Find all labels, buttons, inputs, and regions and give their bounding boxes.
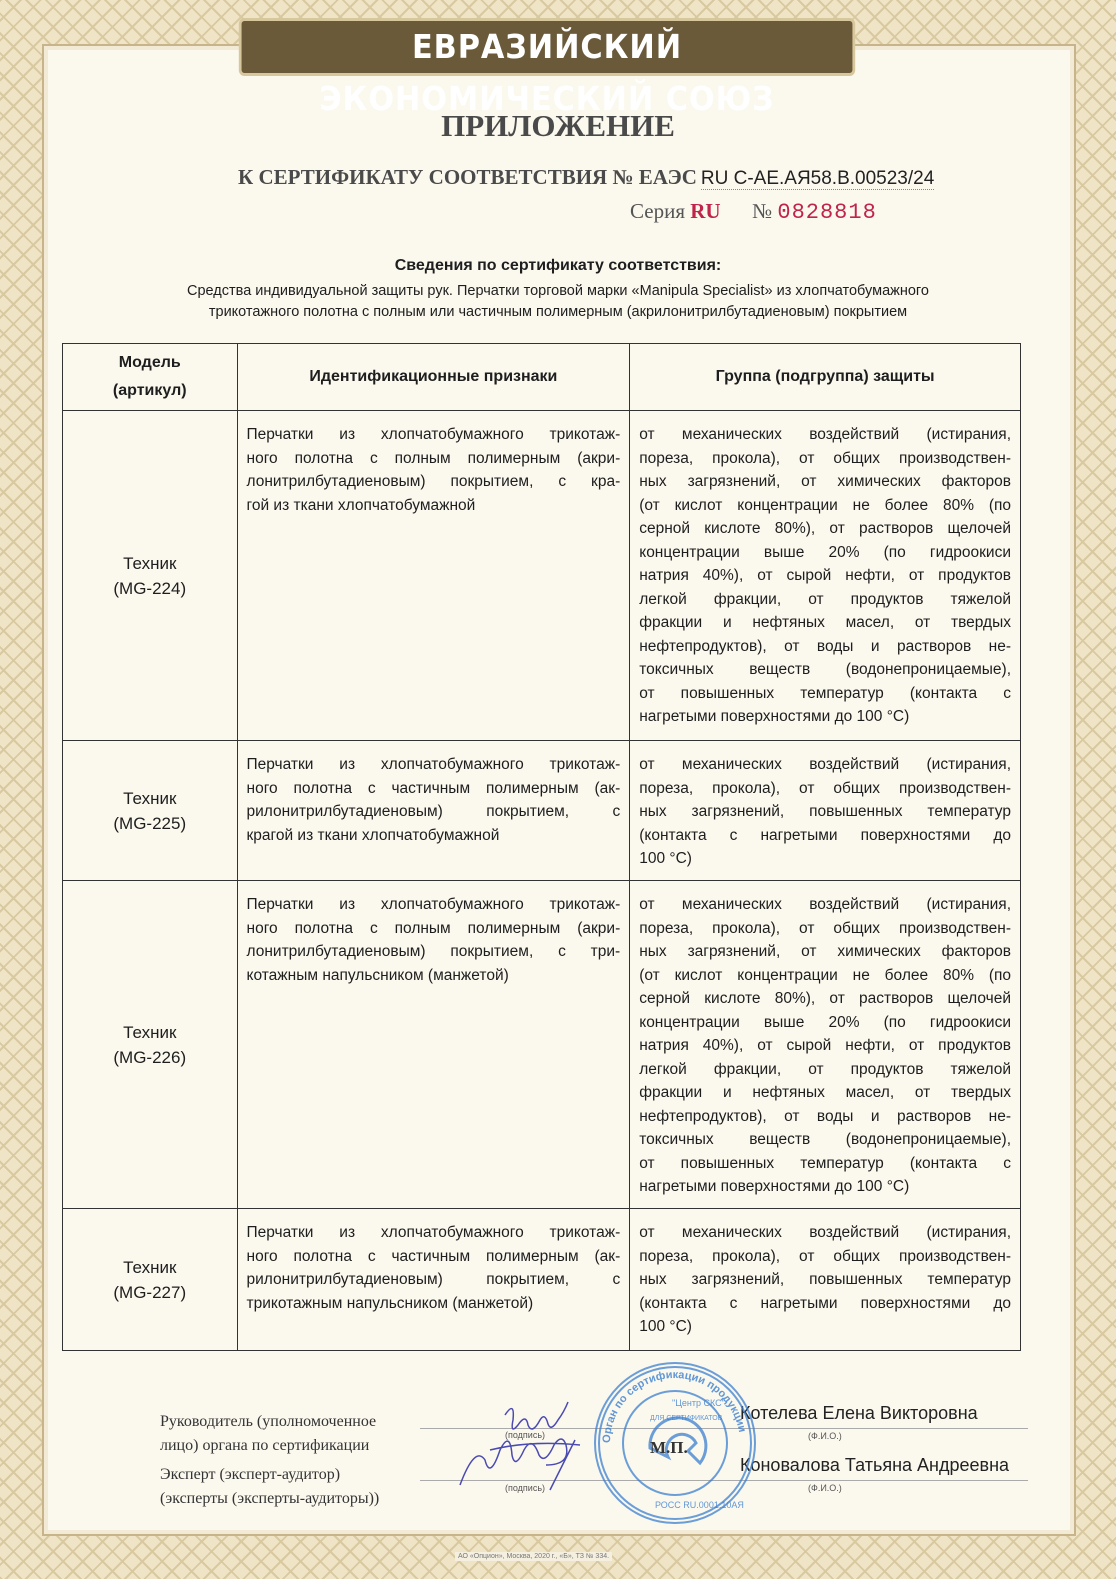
protection-cell — [630, 411, 1021, 741]
models-table — [62, 343, 1021, 1351]
protection-cell — [630, 1209, 1021, 1351]
cell-line: ного полотна с полным полимерным (акри- — [246, 919, 621, 937]
cell-line: легкой фракции, от продуктов тяжелой — [639, 590, 1011, 608]
printer-imprint: АО «Опцион», Москва, 2020 г., «Б», ТЗ № 334. — [455, 1552, 612, 1561]
model-cell — [63, 881, 238, 1209]
cell-line: фракции и нефтяных масел, от твердых — [639, 1084, 1011, 1101]
cell-line: Перчатки из хлопчатобумажного трикотаж- — [246, 896, 621, 913]
table-row — [63, 741, 1021, 881]
expert-name: Коновалова Татьяна Андреевна — [740, 1455, 1010, 1475]
table-row — [63, 411, 1021, 741]
cell-line: гой из ткани хлопчатобумажной — [246, 496, 476, 514]
cell-line: ных загрязнений, повышенных температур — [639, 1271, 1011, 1288]
stamp-text: ДЛЯ СЕРТИФИКАТОВ — [650, 1415, 723, 1422]
info-heading: Сведения по сертификату соответствия: — [394, 257, 722, 274]
header-text: (артикул) — [112, 382, 187, 399]
cell-line: рилонитрилбутадиеновым) покрытием, с — [246, 803, 621, 820]
cell-line: котажным напульсником (манжетой) — [246, 966, 509, 984]
cell-line: от повышенных температур (контакта с — [639, 684, 1011, 702]
certificate-label: К СЕРТИФИКАТУ СООТВЕТСТВИЯ № ЕАЭС — [238, 165, 697, 189]
protection-cell — [630, 741, 1021, 881]
cell-line: ных загрязнений, повышенных температур — [639, 803, 1011, 820]
cell-line: ных загрязнений, от химических факторов — [639, 473, 1011, 490]
cell-line: токсичных веществ (водонепроницаемые), — [639, 661, 1011, 678]
cell-line: лонитрилбутадиеновым) покрытием, с три- — [246, 943, 621, 960]
model-cell — [63, 1209, 238, 1351]
cell-line: ного полотна с частичным полимерным (ак- — [246, 1247, 621, 1265]
head-name: Котелева Елена Викторовна — [740, 1403, 978, 1423]
handwritten-signatures — [450, 1390, 610, 1500]
stamp-text: РОСС RU.0001.10АЯ — [655, 1500, 744, 1510]
features-cell — [237, 881, 630, 1209]
cell-line: нагретыми поверхностями до 100 °С) — [639, 708, 910, 725]
features-cell — [237, 741, 630, 881]
cell-line: Перчатки из хлопчатобумажного трикотаж- — [246, 756, 621, 773]
model-cell — [63, 411, 238, 741]
union-banner: ЕВРАЗИЙСКИЙ ЭКОНОМИЧЕСКИЙ СОЮЗ — [239, 18, 855, 76]
label-line: лицо) органа по сертификации — [160, 1437, 370, 1454]
signature-caption: (подпись) — [505, 1430, 546, 1440]
table-row — [63, 881, 1021, 1209]
cell-line: натрия 40%), от сырой нефти, от продуктов — [639, 1037, 1011, 1054]
cell-line: пореза, прокола), от общих производствен- — [639, 919, 1011, 937]
stamp-text: Орган по сертификации продукции — [600, 1368, 749, 1444]
table-row — [63, 1209, 1021, 1351]
label-line: Руководитель (уполномоченное — [160, 1413, 377, 1430]
cell-line: пореза, прокола), от общих производствен- — [639, 449, 1011, 467]
stamp-text: "Центр СКС" — [672, 1398, 725, 1408]
cell-line: от повышенных температур (контакта с — [639, 1154, 1011, 1172]
model-text: (MG-227) — [113, 1282, 187, 1302]
cell-line: трикотажным напульсником (манжетой) — [246, 1294, 534, 1312]
model-text: Техник — [123, 788, 177, 808]
model-text: (MG-225) — [113, 813, 187, 833]
cell-line: рилонитрилбутадиеновым) покрытием, с — [246, 1271, 621, 1288]
cell-line: от механических воздействий (истирания, — [639, 896, 1011, 913]
label-line: Эксперт (эксперт-аудитор) — [160, 1466, 341, 1483]
cell-line: ных загрязнений, от химических факторов — [639, 943, 1011, 960]
head-label — [160, 1410, 376, 1458]
certificate-number: RU С-АЕ.АЯ58.В.00523/24 — [700, 168, 935, 189]
cell-line: 100 °С) — [639, 850, 692, 867]
cell-line: фракции и нефтяных масел, от твердых — [639, 614, 1011, 631]
cell-line: нефтепродуктов), от воды и растворов не- — [639, 1107, 1011, 1125]
model-text: (MG-224) — [113, 578, 187, 598]
number-label: № — [752, 199, 773, 223]
cell-line: (контакта с нагретыми поверхностями до — [639, 1294, 1011, 1312]
model-text: (MG-226) — [113, 1047, 187, 1067]
model-text: Техник — [123, 1022, 177, 1042]
blank-number: 0828818 — [777, 200, 877, 225]
model-text: Техник — [123, 1257, 177, 1277]
header-text: Модель — [118, 354, 181, 371]
cell-line: крагой из ткани хлопчатобумажной — [246, 826, 500, 844]
model-text: Техник — [123, 553, 177, 573]
series-line — [630, 199, 877, 225]
info-line: трикотажного полотна с полным или частичным полимерным (акрилонитрилбутадиеновым) покрытием — [208, 304, 908, 320]
header-text: Группа (подгруппа) защиты — [715, 368, 935, 385]
cell-line: от механических воздействий (истирания, — [639, 756, 1011, 773]
fio-caption: (Ф.И.О.) — [808, 1431, 842, 1441]
cell-line: от механических воздействий (истирания, — [639, 426, 1011, 443]
cell-line: токсичных веществ (водонепроницаемые), — [639, 1131, 1011, 1148]
column-header — [237, 344, 630, 411]
cell-line: концентрации выше 20% (по гидроокиси — [639, 543, 1011, 561]
cell-line: пореза, прокола), от общих производствен- — [639, 779, 1011, 797]
cell-line: натрия 40%), от сырой нефти, от продуктов — [639, 567, 1011, 584]
page-title: ПРИЛОЖЕНИЕ — [441, 108, 675, 143]
label-line: (эксперты (эксперты-аудиторы)) — [160, 1490, 380, 1507]
cell-line: (от кислот концентрации не более 80% (по — [639, 496, 1011, 514]
info-text — [0, 281, 1116, 323]
stamp-place-label: М.П. — [650, 1438, 688, 1457]
cell-line: нагретыми поверхностями до 100 °С) — [639, 1178, 910, 1195]
info-line: Средства индивидуальной защиты рук. Перчатки торговой марки «Manipula Specialist» из хлопчатобумажного — [187, 283, 929, 299]
cell-line: 100 °С) — [639, 1318, 692, 1335]
cell-line: ного полотна с частичным полимерным (ак- — [246, 779, 621, 797]
expert-label — [160, 1463, 379, 1511]
cell-line: лонитрилбутадиеновым) покрытием, с кра- — [246, 473, 621, 490]
cell-line: Перчатки из хлопчатобумажного трикотаж- — [246, 1224, 621, 1241]
header-text: Идентификационные признаки — [309, 368, 558, 385]
signature-caption: (подпись) — [505, 1483, 546, 1493]
series-label: Серия — [630, 199, 685, 223]
column-header — [63, 344, 238, 411]
fio-caption: (Ф.И.О.) — [808, 1483, 842, 1493]
cell-line: пореза, прокола), от общих производствен- — [639, 1247, 1011, 1265]
model-cell — [63, 741, 238, 881]
features-cell — [237, 1209, 630, 1351]
protection-cell — [630, 881, 1021, 1209]
cell-line: легкой фракции, от продуктов тяжелой — [639, 1060, 1011, 1078]
cell-line: (от кислот концентрации не более 80% (по — [639, 966, 1011, 984]
cell-line: ного полотна с полным полимерным (акри- — [246, 449, 621, 467]
cell-line: серной кислоте 80%), от растворов щелочей — [639, 520, 1011, 537]
features-cell — [237, 411, 630, 741]
cell-line: нефтепродуктов), от воды и растворов не- — [639, 637, 1011, 655]
cell-line: от механических воздействий (истирания, — [639, 1224, 1011, 1241]
certificate-line — [238, 165, 934, 190]
cell-line: серной кислоте 80%), от растворов щелочей — [639, 990, 1011, 1007]
series-value: RU — [690, 199, 721, 223]
cell-line: (контакта с нагретыми поверхностями до — [639, 826, 1011, 844]
official-stamp — [590, 1358, 760, 1528]
cell-line: Перчатки из хлопчатобумажного трикотаж- — [246, 426, 621, 443]
cell-line: концентрации выше 20% (по гидроокиси — [639, 1013, 1011, 1031]
column-header — [630, 344, 1021, 411]
